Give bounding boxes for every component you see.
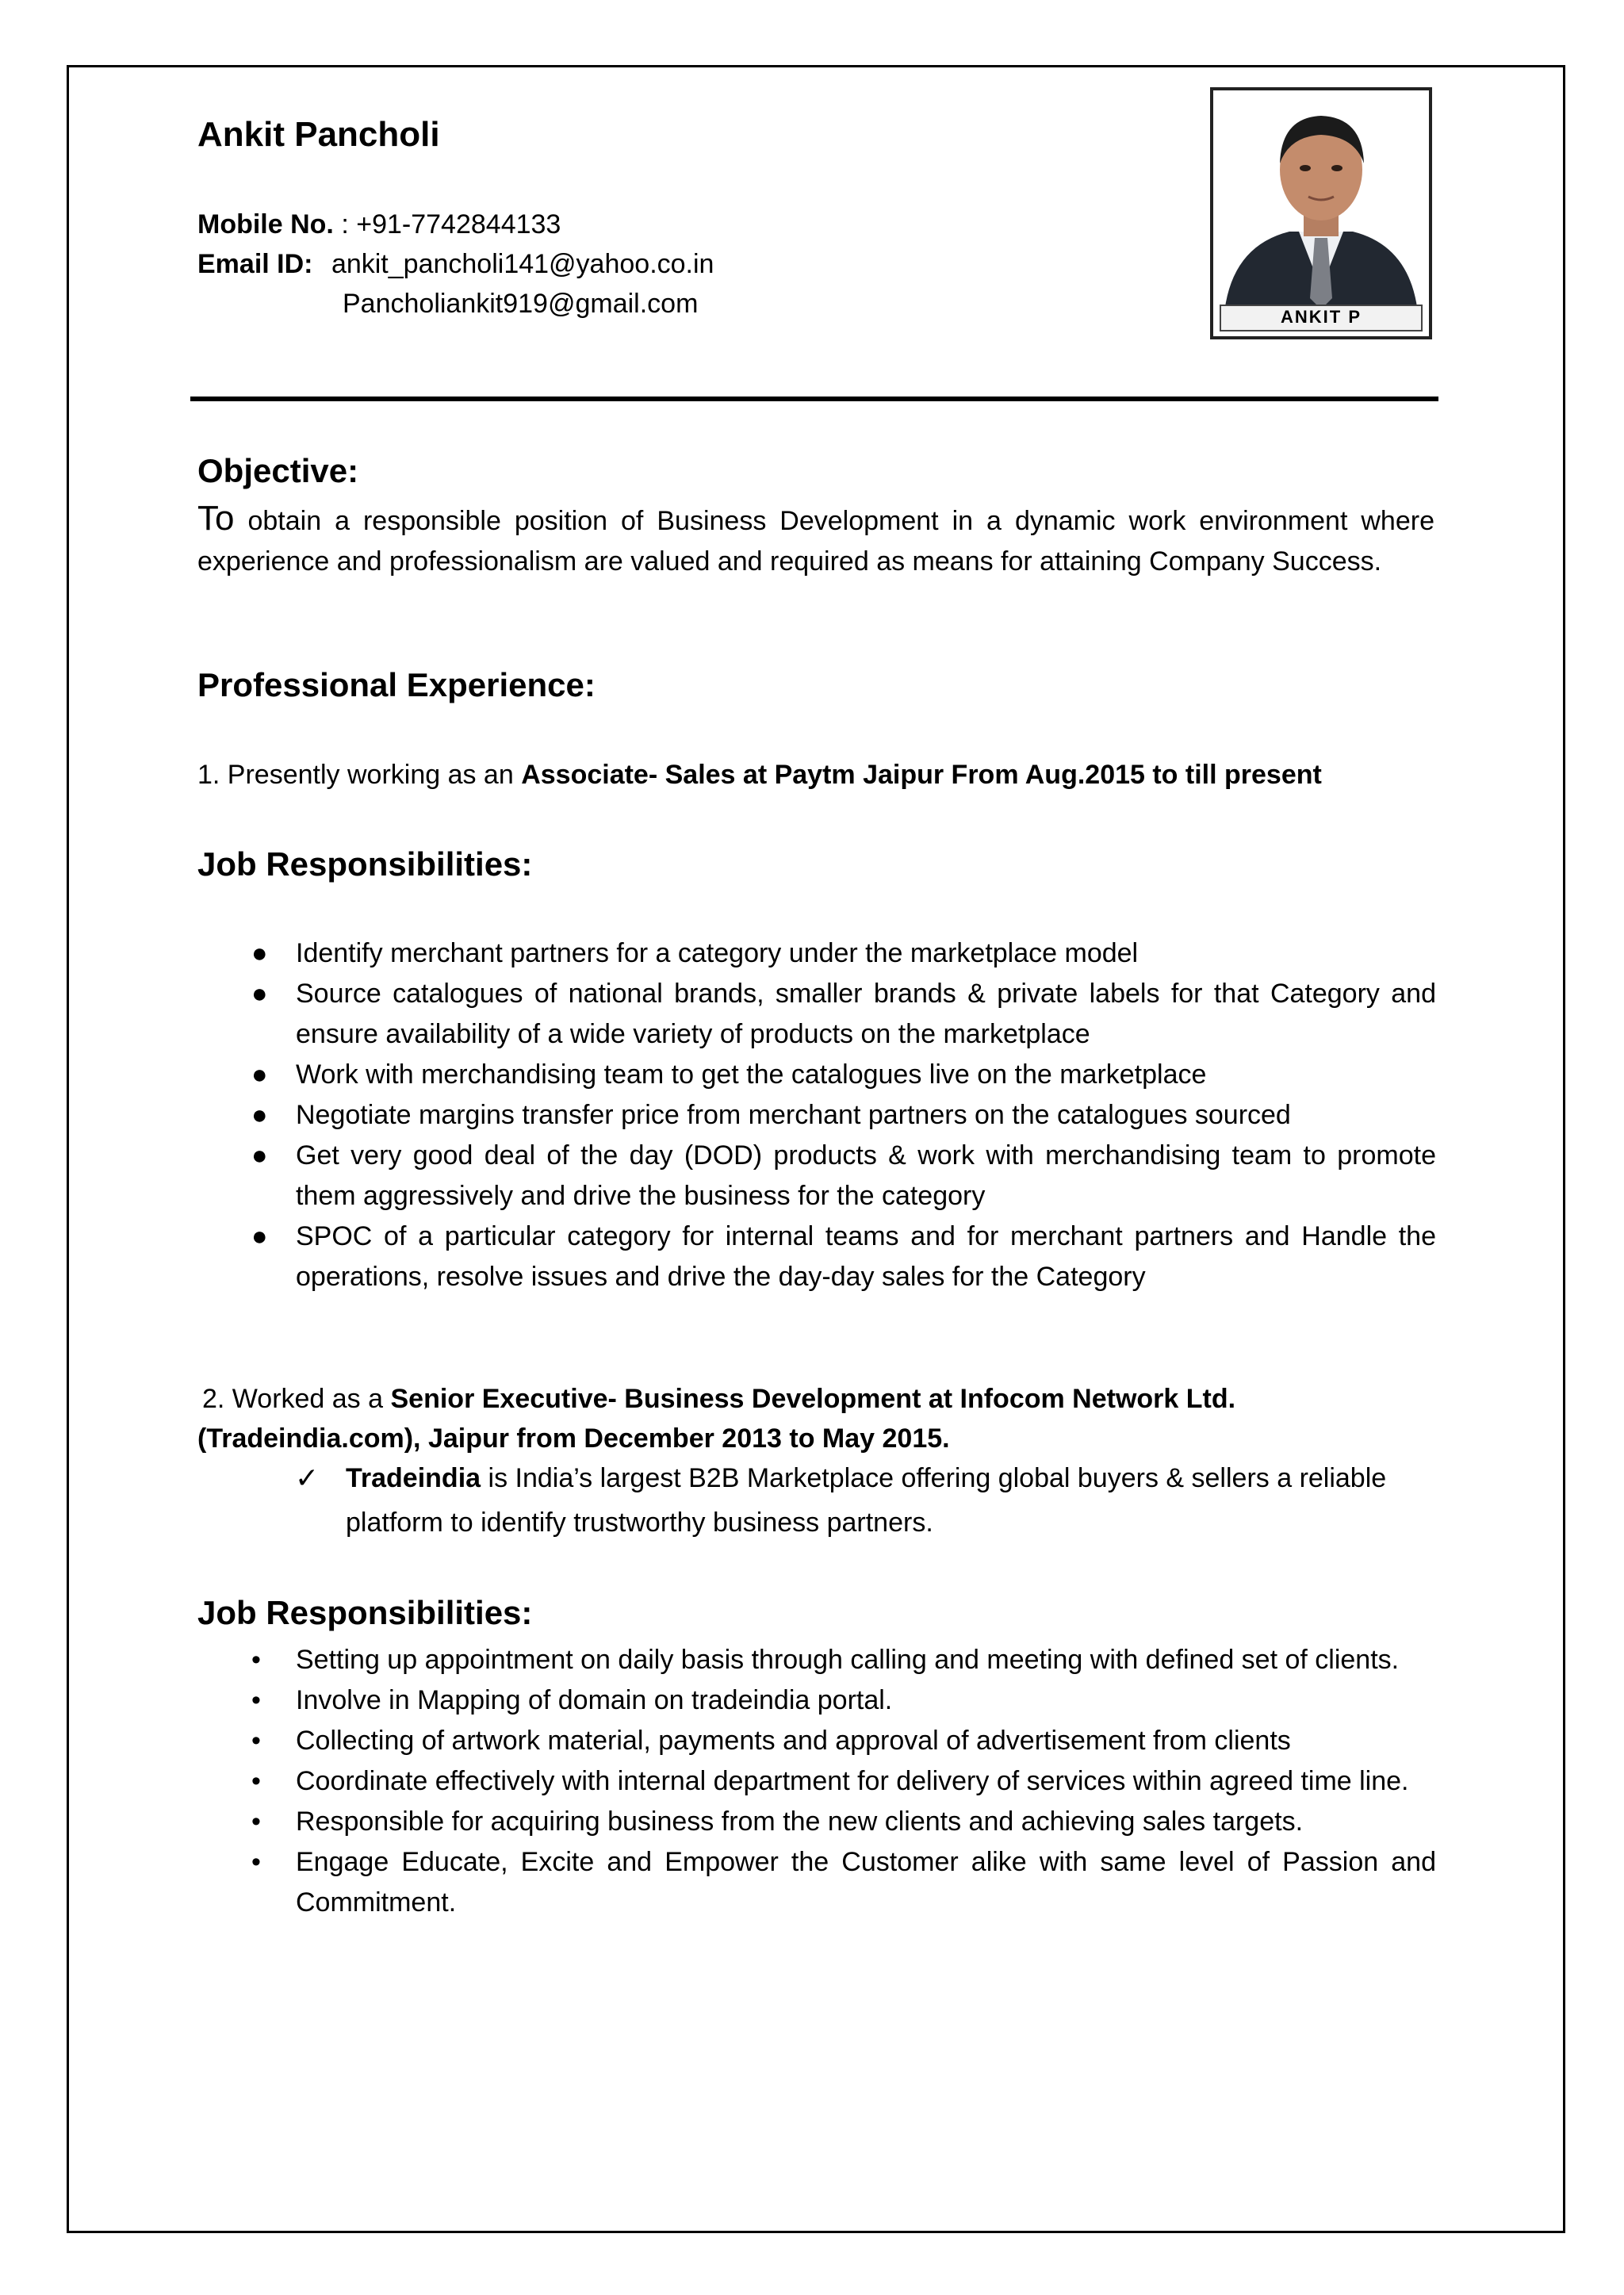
mobile-line [197, 209, 561, 240]
job2-prefix: 2. Worked as a [202, 1384, 391, 1414]
company-note-bold: Tradeindia [346, 1463, 481, 1493]
job1-line [197, 760, 1322, 791]
bullet-icon: ● [251, 1100, 268, 1130]
job2-line-1 [202, 1384, 1235, 1415]
list-item: ● Source catalogues of national brands, smaller brands & private labels for that Category and ensure availability of a wide variety of products on the marketplace [197, 974, 1436, 1055]
bullet-icon: • [251, 1685, 261, 1715]
candidate-name: Ankit Pancholi [197, 115, 440, 154]
list-item: • Setting up appointment on daily basis through calling and meeting with defined set of clients. [197, 1640, 1436, 1680]
bullet-icon: • [251, 1806, 261, 1837]
email-line [197, 249, 714, 280]
bullet-icon: • [251, 1645, 261, 1675]
job1-responsibilities-list [197, 933, 1436, 1297]
mobile-value: : +91-7742844133 [341, 209, 561, 239]
list-item: • Coordinate effectively with internal department for delivery of services within agreed time line. [197, 1761, 1436, 1802]
portrait-image [1213, 90, 1429, 336]
check-icon: ✓ [295, 1462, 320, 1494]
job2-line-2 [197, 1423, 950, 1454]
job1-responsibilities-heading: Job Responsibilities: [197, 845, 533, 883]
job2-title: Senior Executive- Business Development at Infocom Network Ltd. [390, 1384, 1236, 1414]
photo-caption: ANKIT P [1220, 305, 1423, 331]
job1-prefix: 1. Presently working as an [197, 760, 522, 790]
bullet-icon: ● [251, 938, 268, 968]
mobile-label: Mobile No. [197, 209, 334, 239]
bullet-icon: • [251, 1766, 261, 1796]
email-secondary: Pancholiankit919@gmail.com [343, 289, 699, 319]
bullet-icon: ● [251, 979, 268, 1009]
email-label: Email ID: [197, 249, 313, 279]
list-item: ● Identify merchant partners for a category under the marketplace model [197, 933, 1436, 974]
job2-company-period: (Tradeindia.com), Jaipur from December 2013 to May 2015. [197, 1423, 950, 1454]
company-note [297, 1456, 1438, 1545]
objective-first-word: To [197, 499, 235, 538]
list-item: ● Negotiate margins transfer price from merchant partners on the catalogues sourced [197, 1095, 1436, 1136]
list-item: ● Get very good deal of the day (DOD) products & work with merchandising team to promote them aggressively and drive the business for the category [197, 1136, 1436, 1216]
header-divider [190, 397, 1438, 401]
list-item: • Engage Educate, Excite and Empower the Customer alike with same level of Passion and Commitment. [197, 1842, 1436, 1923]
list-item: ● Work with merchandising team to get the catalogues live on the marketplace [197, 1055, 1436, 1095]
objective-text [197, 498, 1434, 582]
experience-heading: Professional Experience: [197, 666, 596, 703]
bullet-icon: • [251, 1726, 261, 1756]
bullet-icon: • [251, 1847, 261, 1877]
list-item: • Involve in Mapping of domain on tradeindia portal. [197, 1680, 1436, 1721]
bullet-icon: ● [251, 1221, 268, 1251]
bullet-icon: ● [251, 1059, 268, 1090]
list-item: • Collecting of artwork material, payments and approval of advertisement from clients [197, 1721, 1436, 1761]
bullet-icon: ● [251, 1140, 268, 1170]
objective-body: obtain a responsible position of Business Development in a dynamic work environment where experience and professionalism are valued and required as means for attaining Company Success. [197, 506, 1434, 577]
company-note-text: Tradeindia is India’s largest B2B Marketplace offering global buyers & sellers a reliable platform to identify trustworthy business partners. [346, 1463, 1387, 1538]
job2-responsibilities-list [197, 1640, 1436, 1923]
job1-title: Associate- Sales at Paytm Jaipur From Aug.2015 to till present [521, 760, 1322, 790]
list-item: ● SPOC of a particular category for internal teams and for merchant partners and Handle the operations, resolve issues and drive the day-day sales for the Category [197, 1216, 1436, 1297]
job2-responsibilities-heading: Job Responsibilities: [197, 1594, 533, 1631]
objective-heading: Objective: [197, 452, 359, 489]
list-item: • Responsible for acquiring business from the new clients and achieving sales targets. [197, 1802, 1436, 1842]
profile-photo [1210, 87, 1432, 339]
email-primary: ankit_pancholi141@yahoo.co.in [331, 249, 714, 279]
